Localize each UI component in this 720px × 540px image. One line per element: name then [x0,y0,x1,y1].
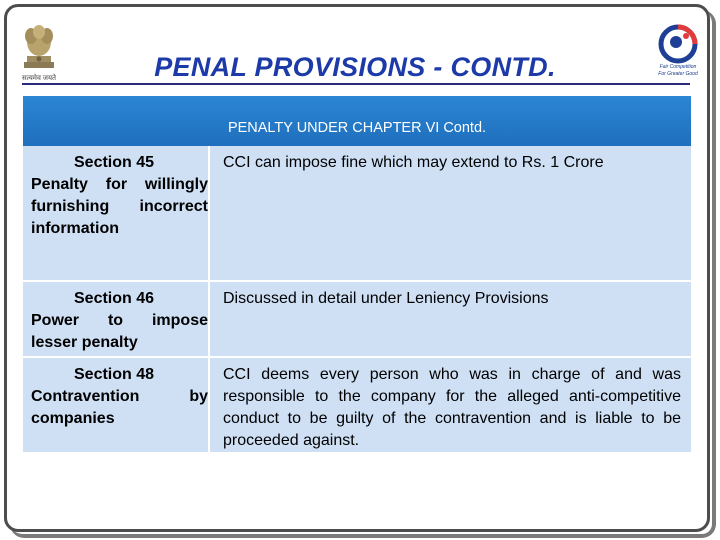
table-row [23,358,691,454]
section-title-line: Penalty for willingly [31,176,208,193]
table-row [23,282,691,358]
emblem-caption: सत्यमेव जयते [21,75,57,82]
cci-caption-1: Fair Competition [659,64,697,70]
lion-capital-icon [14,18,64,74]
slide-title: PENAL PROVISIONS - CONTD. [154,52,556,82]
section-number: Section 48 [74,366,155,383]
section-title-line: information [31,220,119,237]
table-row [23,146,691,282]
title-underline [22,83,690,85]
description-cell: CCI can impose fine which may extend to Rs. 1 Crore [223,154,604,171]
section-number: Section 45 [74,154,155,171]
cci-emblem-icon [648,22,708,66]
table-heading: PENALTY UNDER CHAPTER VI Contd. [23,96,691,146]
section-cell [23,282,210,356]
section-cell [23,358,210,452]
national-emblem-logo [14,18,64,86]
section-title-line: Power to impose [31,312,208,329]
cci-caption-2: For Greater Good [658,71,698,77]
section-cell [23,146,210,280]
section-title-line: Contravention by [31,388,208,405]
description-cell: CCI deems every person who was in charge of and was responsible to the company for the alleged anti-competitive conduct to be guilty of the contravention and is liable to be proceeded against. [223,366,681,449]
cci-logo [648,22,708,82]
description-cell: Discussed in detail under Leniency Provisions [223,290,549,307]
section-title-line: companies [31,410,115,427]
section-number: Section 46 [74,290,155,307]
section-title-line: furnishing incorrect [31,198,208,215]
section-title-line: lesser penalty [31,334,138,351]
